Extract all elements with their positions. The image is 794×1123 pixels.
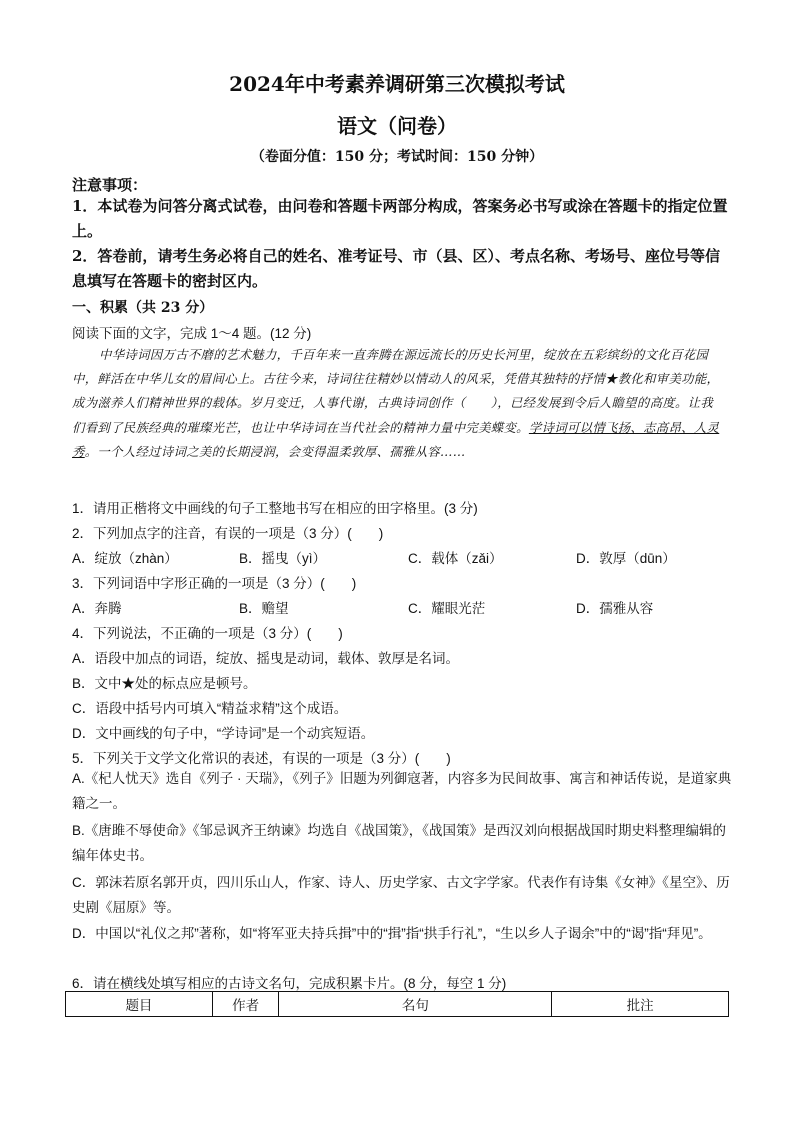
question-4-option-a: A．语段中加点的词语，绽放、摇曳是动词，载体、敦厚是名词。 bbox=[72, 651, 460, 666]
question-3-option-d: D．孺雅从容 bbox=[576, 601, 654, 616]
accumulation-card-table bbox=[65, 991, 729, 1017]
notice-item-2: 2．答卷前，请考生务必将自己的姓名、准考证号、市（县、区）、考点名称、考场号、座位号等信息填写在答题卡的密封区内。 bbox=[72, 247, 720, 290]
passage-tail: 。一个人经过诗词之美的长期浸润，会变得温柔敦厚、孺雅从容…… bbox=[84, 443, 466, 459]
table-header-row bbox=[66, 992, 729, 1017]
question-1: 1．请用正楷将文中画线的句子工整地书写在相应的田字格里。(3 分) bbox=[72, 501, 478, 516]
question-4: 4．下列说法，不正确的一项是（3 分）( ) bbox=[72, 626, 343, 641]
notice-item-1: 1．本试卷为问答分离式试卷，由问卷和答题卡两部分构成，答案务必书写或涂在答题卡的指定位置上。 bbox=[72, 197, 728, 240]
table-header-title: 题目 bbox=[66, 992, 213, 1017]
question-5-option-d: D．中国以“礼仪之邦”著称，如“将军亚夫持兵揖”中的“揖”指“拱手行礼”，“生以乡人子谒余”中的“谒”指“拜见”。 bbox=[72, 926, 712, 941]
question-3-option-c: C．耀眼光茫 bbox=[408, 601, 486, 616]
reading-passage bbox=[72, 343, 720, 464]
exam-title: 2024年中考素养调研第三次模拟考试 bbox=[229, 72, 565, 96]
notice-heading: 注意事项： bbox=[72, 176, 148, 194]
exam-subtitle: 语文（问卷） bbox=[337, 114, 457, 138]
table-header-famous-line: 名句 bbox=[279, 992, 552, 1017]
section-1-instruction: 阅读下面的文字，完成 1～4 题。(12 分) bbox=[72, 326, 312, 341]
section-1-heading: 一、积累（共 23 分） bbox=[72, 300, 214, 316]
question-2-option-d: D．敦厚（dūn） bbox=[576, 551, 676, 566]
question-6: 6．请在横线处填写相应的古诗文名句，完成积累卡片。(8 分，每空 1 分) bbox=[72, 976, 507, 991]
passage-main: 中华诗词因万古不磨的艺术魅力，千百年来一直奔腾在源远流长的历史长河里，绽放在五彩缤纷的文化百花园中，鲜活在中华儿女的眉间心上。古往今来，诗词往往精妙以情动人的风采，凭借其独特的抒情★教化和审美功能，成为滋养人们精神世界的载体。岁月变迁，人事代谢，古典诗词创作（ ），已经发展到令后人瞻望的高度。让我们看到了民族经典的璀璨光芒，也让中华诗词在当代社会的精神力量中完美蝶变。 bbox=[72, 347, 720, 435]
question-5-option-a: A.《杞人忧天》选自《列子 · 天瑞》，《列子》旧题为列御寇著，内容多为民间故事、寓言和神话传说，是道家典籍之一。 bbox=[72, 771, 732, 811]
question-5-option-c: C．郭沫若原名郭开贞，四川乐山人，作家、诗人、历史学家、古文字学家。代表作有诗集《女神》《星空》、历史剧《屈原》等。 bbox=[72, 875, 730, 915]
question-2: 2．下列加点字的注音，有误的一项是（3 分）( ) bbox=[72, 526, 384, 541]
question-4-option-b: B．文中★处的标点应是顿号。 bbox=[72, 676, 257, 691]
question-2-option-c: C．载体（zǎi） bbox=[408, 551, 503, 566]
question-3: 3．下列词语中字形正确的一项是（3 分）( ) bbox=[72, 576, 357, 591]
question-3-option-b: B．赡望 bbox=[239, 601, 289, 616]
table-header-annotation: 批注 bbox=[552, 992, 729, 1017]
exam-meta: （卷面分值：150 分；考试时间：150 分钟） bbox=[250, 149, 544, 165]
question-4-option-c: C．语段中括号内可填入“精益求精”这个成语。 bbox=[72, 701, 348, 716]
table-header-author: 作者 bbox=[212, 992, 279, 1017]
question-3-option-a: A．奔腾 bbox=[72, 601, 122, 616]
question-2-option-a: A．绽放（zhàn） bbox=[72, 551, 178, 566]
question-5-option-b: B.《唐雎不辱使命》《邹忌讽齐王纳谏》均选自《战国策》，《战国策》是西汉刘向根据战国时期史料整理编辑的编年体史书。 bbox=[72, 823, 727, 863]
passage-underlined-sentence: 学诗词可以情飞扬、志高昂、人灵秀 bbox=[72, 419, 720, 459]
question-5: 5．下列关于文学文化常识的表述，有误的一项是（3 分）( ) bbox=[72, 751, 451, 766]
question-2-option-b: B．摇曳（yì） bbox=[239, 551, 327, 566]
question-4-option-d: D．文中画线的句子中，“学诗词”是一个动宾短语。 bbox=[72, 726, 375, 741]
